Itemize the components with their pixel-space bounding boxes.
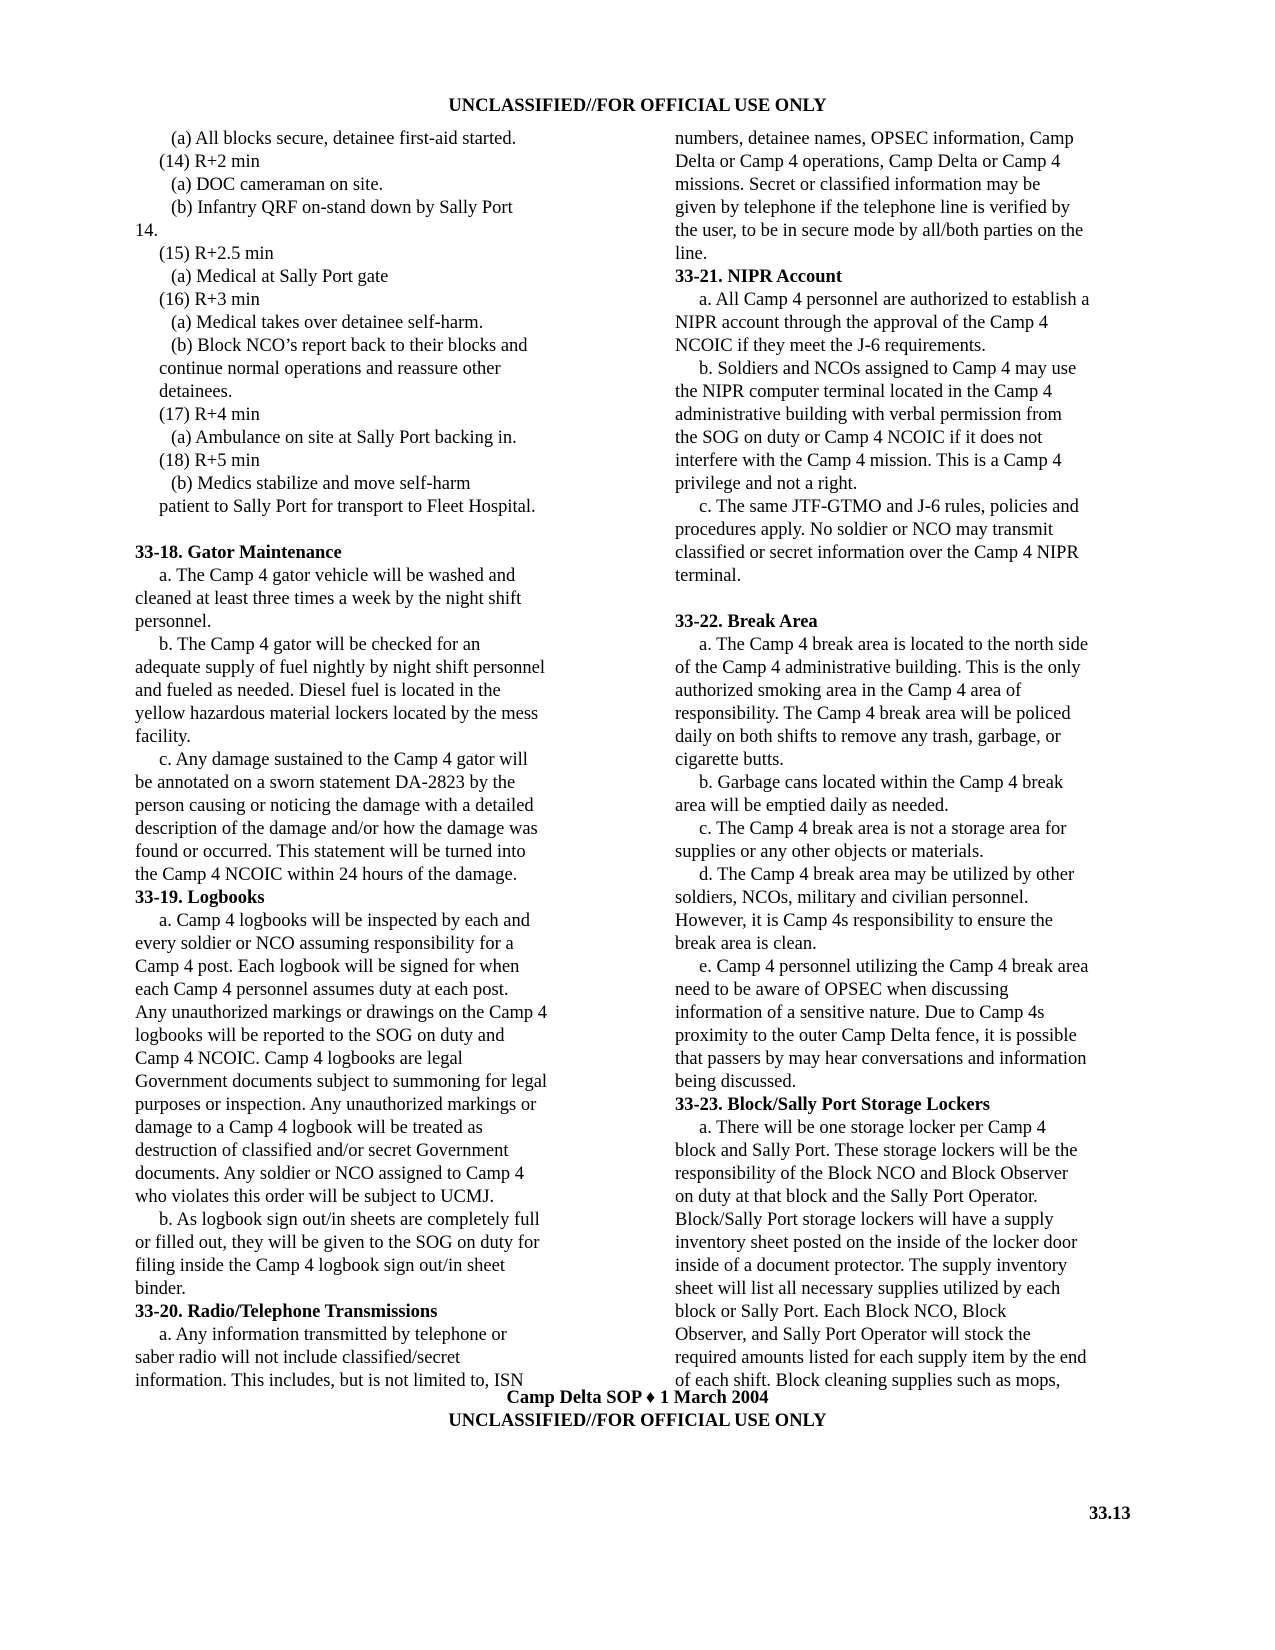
text-line: classified or secret information over the Camp 4 NIPR: [675, 543, 1079, 563]
text-line: be annotated on a sworn statement DA-2823 by the: [135, 773, 516, 793]
text-line: description of the damage and/or how the damage was: [135, 819, 538, 839]
text-line: required amounts listed for each supply item by the end: [675, 1348, 1087, 1368]
text-line: Observer, and Sally Port Operator will stock the: [675, 1325, 1031, 1345]
section-heading: 33-23. Block/Sally Port Storage Lockers: [675, 1095, 990, 1115]
text-line: missions. Secret or classified information may be: [675, 175, 1041, 195]
text-line: c. The Camp 4 break area is not a storage area for: [699, 819, 1067, 839]
footer-classification: UNCLASSIFIED//FOR OFFICIAL USE ONLY: [448, 1411, 827, 1431]
text-line: However, it is Camp 4s responsibility to ensure the: [675, 911, 1053, 931]
text-line: NIPR account through the approval of the Camp 4: [675, 313, 1048, 333]
text-line: given by telephone if the telephone line is verified by: [675, 198, 1071, 218]
text-line: cleaned at least three times a week by the night shift: [135, 589, 522, 609]
text-line: (14) R+2 min: [159, 152, 260, 172]
text-line: that passers by may hear conversations and information: [675, 1049, 1087, 1069]
text-line: a. The Camp 4 break area is located to the north side: [699, 635, 1089, 655]
text-line: block or Sally Port. Each Block NCO, Block: [675, 1302, 1007, 1322]
text-line: inside of a document protector. The supply inventory: [675, 1256, 1068, 1276]
text-line: b. Soldiers and NCOs assigned to Camp 4 may use: [699, 359, 1077, 379]
text-line: information of a sensitive nature. Due to Camp 4s: [675, 1003, 1045, 1023]
text-line: responsibility of the Block NCO and Block Observer: [675, 1164, 1069, 1184]
text-line: a. The Camp 4 gator vehicle will be washed and: [159, 566, 516, 586]
text-line: b. Garbage cans located within the Camp 4 break: [699, 773, 1064, 793]
text-line: e. Camp 4 personnel utilizing the Camp 4 break area: [699, 957, 1089, 977]
text-line: person causing or noticing the damage with a detailed: [135, 796, 534, 816]
text-line: cigarette butts.: [675, 750, 784, 770]
text-line: documents. Any soldier or NCO assigned to Camp 4: [135, 1164, 524, 1184]
text-line: procedures apply. No soldier or NCO may transmit: [675, 520, 1053, 540]
text-line: a. Camp 4 logbooks will be inspected by each and: [159, 911, 530, 931]
text-line: patient to Sally Port for transport to Fleet Hospital.: [159, 497, 536, 517]
text-line: personnel.: [135, 612, 212, 632]
text-line: inventory sheet posted on the inside of the locker door: [675, 1233, 1078, 1253]
text-line: the NIPR computer terminal located in the Camp 4: [675, 382, 1053, 402]
text-line: (18) R+5 min: [159, 451, 260, 471]
text-line: break area is clean.: [675, 934, 817, 954]
text-line: b. As logbook sign out/in sheets are completely full: [159, 1210, 540, 1230]
text-line: supplies or any other objects or materials.: [675, 842, 984, 862]
text-line: (b) Medics stabilize and move self-harm: [171, 474, 471, 494]
text-line: Camp 4 NCOIC. Camp 4 logbooks are legal: [135, 1049, 463, 1069]
text-line: proximity to the outer Camp Delta fence, it is possible: [675, 1026, 1077, 1046]
text-line: saber radio will not include classified/secret: [135, 1348, 461, 1368]
page-number: 33.13: [1089, 1504, 1131, 1524]
text-line: a. There will be one storage locker per Camp 4: [699, 1118, 1046, 1138]
text-line: information. This includes, but is not limited to, ISN: [135, 1371, 524, 1391]
section-heading: 33-18. Gator Maintenance: [135, 543, 342, 563]
right-column: [675, 128, 1150, 1393]
text-line: destruction of classified and/or secret Government: [135, 1141, 509, 1161]
text-line: found or occurred. This statement will be turned into: [135, 842, 526, 862]
text-line: soldiers, NCOs, military and civilian personnel.: [675, 888, 1029, 908]
text-line: (a) Ambulance on site at Sally Port backing in.: [171, 428, 517, 448]
text-line: daily on both shifts to remove any trash, garbage, or: [675, 727, 1061, 747]
text-line: detainees.: [159, 382, 233, 402]
text-line: adequate supply of fuel nightly by night shift personnel: [135, 658, 546, 678]
text-line: (15) R+2.5 min: [159, 244, 274, 264]
section-heading: 33-22. Break Area: [675, 612, 818, 632]
text-line: numbers, detainee names, OPSEC information, Camp: [675, 129, 1074, 149]
text-line: the Camp 4 NCOIC within 24 hours of the damage.: [135, 865, 518, 885]
blank-line: [135, 519, 605, 542]
text-line: facility.: [135, 727, 191, 747]
text-line: sheet will list all necessary supplies utilized by each: [675, 1279, 1061, 1299]
page-header: UNCLASSIFIED//FOR OFFICIAL USE ONLY: [448, 96, 827, 116]
text-line: Delta or Camp 4 operations, Camp Delta or Camp 4: [675, 152, 1061, 172]
text-line: the user, to be in secure mode by all/both parties on the: [675, 221, 1084, 241]
text-line: yellow hazardous material lockers located by the mess: [135, 704, 539, 724]
text-line: logbooks will be reported to the SOG on duty and: [135, 1026, 505, 1046]
text-line: (a) DOC cameraman on site.: [171, 175, 384, 195]
section-heading: 33-21. NIPR Account: [675, 267, 843, 287]
blank-line: [675, 588, 1150, 611]
text-line: a. Any information transmitted by telephone or: [159, 1325, 507, 1345]
text-line: authorized smoking area in the Camp 4 area of: [675, 681, 1022, 701]
text-line: (a) Medical at Sally Port gate: [171, 267, 389, 287]
text-line: block and Sally Port. These storage lockers will be the: [675, 1141, 1078, 1161]
text-line: Government documents subject to summoning for legal: [135, 1072, 548, 1092]
text-line: (b) Block NCO’s report back to their blocks and: [171, 336, 528, 356]
text-line: who violates this order will be subject to UCMJ.: [135, 1187, 495, 1207]
text-line: (17) R+4 min: [159, 405, 260, 425]
text-line: 14.: [135, 221, 159, 241]
text-line: (b) Infantry QRF on-stand down by Sally Port: [171, 198, 513, 218]
text-line: interfere with the Camp 4 mission. This is a Camp 4: [675, 451, 1062, 471]
text-line: and fueled as needed. Diesel fuel is located in the: [135, 681, 501, 701]
text-line: filing inside the Camp 4 logbook sign out/in sheet: [135, 1256, 505, 1276]
text-line: need to be aware of OPSEC when discussing: [675, 980, 1009, 1000]
text-line: area will be emptied daily as needed.: [675, 796, 949, 816]
text-line: (16) R+3 min: [159, 290, 260, 310]
text-line: terminal.: [675, 566, 742, 586]
text-line: purposes or inspection. Any unauthorized markings or: [135, 1095, 537, 1115]
text-line: or filled out, they will be given to the SOG on duty for: [135, 1233, 540, 1253]
text-line: b. The Camp 4 gator will be checked for an: [159, 635, 481, 655]
text-line: (a) All blocks secure, detainee first-aid started.: [171, 129, 517, 149]
text-line: Any unauthorized markings or drawings on the Camp 4: [135, 1003, 548, 1023]
text-line: each Camp 4 personnel assumes duty at each post.: [135, 980, 509, 1000]
section-heading: 33-19. Logbooks: [135, 888, 265, 908]
text-line: on duty at that block and the Sally Port Operator.: [675, 1187, 1038, 1207]
text-line: damage to a Camp 4 logbook will be treated as: [135, 1118, 483, 1138]
section-heading: 33-20. Radio/Telephone Transmissions: [135, 1302, 438, 1322]
footer-sop-date: Camp Delta SOP ♦ 1 March 2004: [506, 1388, 769, 1408]
left-column: [135, 128, 605, 1393]
text-line: privilege and not a right.: [675, 474, 858, 494]
text-line: of each shift. Block cleaning supplies such as mops,: [675, 1371, 1061, 1391]
text-line: Camp 4 post. Each logbook will be signed for when: [135, 957, 520, 977]
text-line: administrative building with verbal permission from: [675, 405, 1062, 425]
text-line: (a) Medical takes over detainee self-harm.: [171, 313, 484, 333]
text-line: every soldier or NCO assuming responsibility for a: [135, 934, 514, 954]
text-line: Block/Sally Port storage lockers will have a supply: [675, 1210, 1054, 1230]
text-line: being discussed.: [675, 1072, 797, 1092]
text-line: continue normal operations and reassure other: [159, 359, 501, 379]
text-line: NCOIC if they meet the J-6 requirements.: [675, 336, 986, 356]
text-line: c. The same JTF-GTMO and J-6 rules, policies and: [699, 497, 1079, 517]
text-line: binder.: [135, 1279, 186, 1299]
text-line: of the Camp 4 administrative building. This is the only: [675, 658, 1081, 678]
text-line: a. All Camp 4 personnel are authorized to establish a: [699, 290, 1090, 310]
text-line: c. Any damage sustained to the Camp 4 gator will: [159, 750, 528, 770]
text-line: responsibility. The Camp 4 break area will be policed: [675, 704, 1071, 724]
text-line: line.: [675, 244, 708, 264]
text-line: the SOG on duty or Camp 4 NCOIC if it does not: [675, 428, 1043, 448]
text-line: d. The Camp 4 break area may be utilized by other: [699, 865, 1075, 885]
